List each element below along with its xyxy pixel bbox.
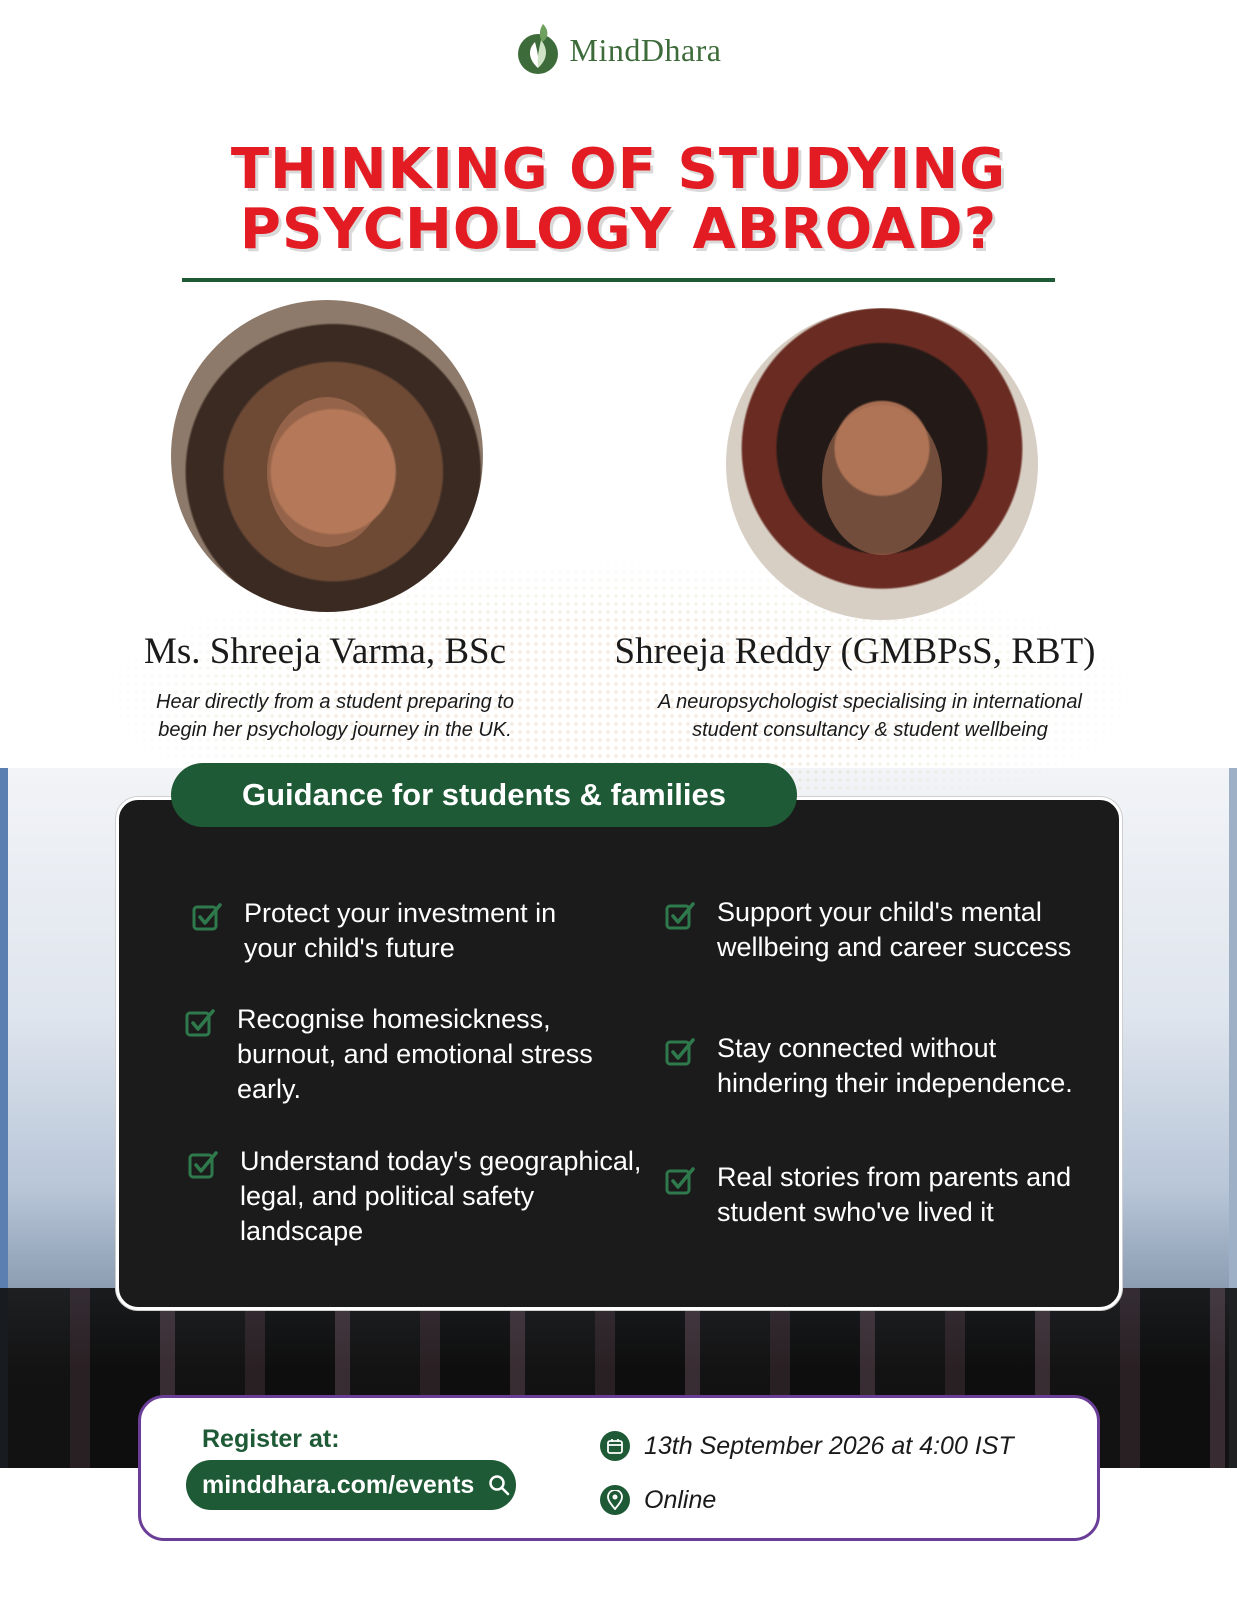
guidance-title-pill xyxy=(171,763,797,827)
check-icon xyxy=(665,901,695,931)
guidance-point xyxy=(665,1160,1105,1230)
point-line: Stay connected without xyxy=(717,1033,997,1063)
guidance-point xyxy=(665,895,1095,965)
point-line: Protect your investment in xyxy=(244,898,557,928)
point-line: landscape xyxy=(240,1216,364,1246)
location-pin-icon xyxy=(600,1485,630,1515)
event-date-row xyxy=(600,1431,1014,1461)
point-line: legal, and political safety xyxy=(240,1181,535,1211)
guidance-point-text xyxy=(244,896,556,966)
event-location: Online xyxy=(644,1485,717,1514)
check-icon xyxy=(665,1037,695,1067)
speaker-photo-varma xyxy=(171,300,483,612)
guidance-point xyxy=(665,1031,1105,1101)
check-icon xyxy=(185,1008,215,1038)
headline-divider xyxy=(182,278,1055,282)
speaker-face xyxy=(822,405,942,555)
guidance-point-text xyxy=(717,1160,1071,1230)
speaker-desc-line: A neuropsychologist specialising in international xyxy=(658,691,1082,713)
brand-name: MindDhara xyxy=(569,31,722,68)
point-line: Understand today's geographical, xyxy=(240,1146,642,1176)
point-line: your child's future xyxy=(244,933,455,963)
point-line: hindering their independence. xyxy=(717,1068,1073,1098)
headline xyxy=(0,137,1237,262)
headline-line-2: PSYCHOLOGY ABROAD? xyxy=(239,197,998,262)
point-line: Support your child's mental xyxy=(717,897,1042,927)
speaker-name-varma: Ms. Shreeja Varma, BSc xyxy=(143,631,507,672)
point-line: Real stories from parents and xyxy=(717,1162,1072,1192)
register-url[interactable]: minddhara.com/events xyxy=(202,1470,475,1499)
point-line: early. xyxy=(237,1074,302,1104)
speaker-desc-reddy xyxy=(630,688,1110,744)
guidance-point-text xyxy=(717,1031,1073,1101)
point-line: Recognise homesickness, xyxy=(237,1004,551,1034)
register-label: Register at: xyxy=(202,1425,340,1453)
check-icon xyxy=(188,1150,218,1180)
guidance-point-text xyxy=(717,895,1071,965)
speaker-face xyxy=(267,397,387,547)
leaf-logo-icon xyxy=(515,22,561,78)
event-date: 13th September 2026 at 4:00 IST xyxy=(644,1431,1014,1460)
guidance-point-text xyxy=(237,1002,593,1107)
speaker-name-reddy: Shreeja Reddy (GMBPsS, RBT) xyxy=(614,631,1096,672)
check-icon xyxy=(192,902,222,932)
point-line: wellbeing and career success xyxy=(717,932,1072,962)
brand-logo xyxy=(0,22,1237,78)
speaker-desc-varma xyxy=(120,688,550,744)
speaker-desc-line: student consultancy & student wellbeing xyxy=(692,719,1048,741)
headline-line-1: THINKING OF STUDYING xyxy=(230,137,1007,202)
speaker-photo-reddy xyxy=(726,308,1038,620)
guidance-point xyxy=(192,896,612,966)
search-icon xyxy=(488,1474,510,1496)
check-icon xyxy=(665,1166,695,1196)
speaker-desc-line: begin her psychology journey in the UK. xyxy=(158,719,512,741)
guidance-title: Guidance for students & families xyxy=(241,777,727,812)
register-link-button[interactable] xyxy=(186,1460,516,1510)
point-line: burnout, and emotional stress xyxy=(237,1039,593,1069)
guidance-point-text xyxy=(240,1144,641,1249)
calendar-icon xyxy=(600,1431,630,1461)
speaker-desc-line: Hear directly from a student preparing to xyxy=(156,691,514,713)
event-location-row xyxy=(600,1485,716,1515)
guidance-point xyxy=(185,1002,625,1107)
point-line: student swho've lived it xyxy=(717,1197,994,1227)
guidance-point xyxy=(188,1144,648,1249)
